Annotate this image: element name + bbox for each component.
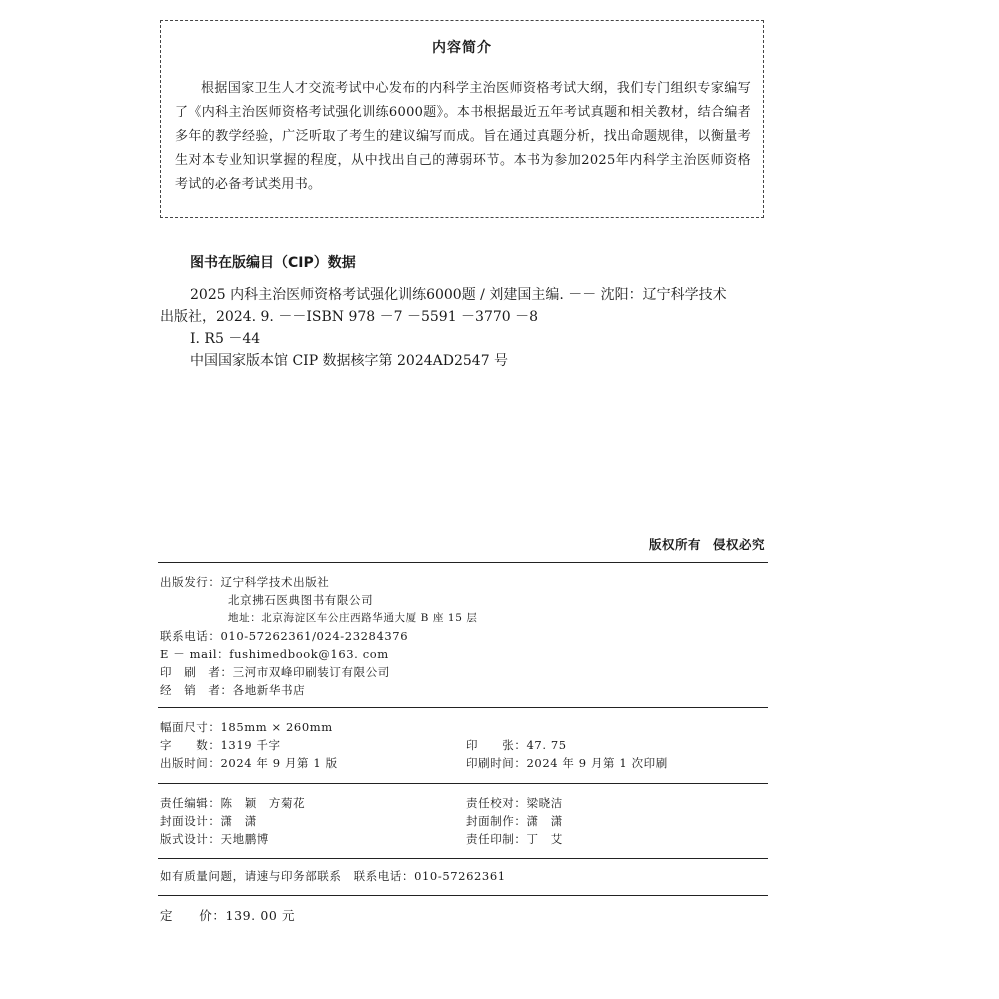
cip-block	[160, 284, 780, 372]
distributor-label: 经 销 者：	[160, 683, 233, 697]
divider-2	[158, 707, 768, 708]
price-value: 139. 00 元	[225, 908, 296, 923]
layout-label: 版式设计：	[160, 832, 221, 846]
publisher-name-1: 辽宁科学技术出版社	[220, 575, 330, 589]
phone-label: 联系电话：	[160, 629, 221, 643]
email-label: E － mail：	[160, 647, 230, 661]
staff-info	[160, 794, 563, 848]
proof-value: 梁晓洁	[526, 796, 563, 810]
printer-value: 三河市双峰印刷装订有限公司	[232, 665, 390, 679]
publisher-label: 出版发行：	[160, 575, 221, 589]
publisher-address: 地址：北京海淀区车公庄西路华通大厦 B 座 15 层	[228, 612, 478, 624]
divider-4	[158, 858, 768, 859]
divider-5	[158, 895, 768, 896]
cover-make-label: 封面制作：	[466, 814, 527, 828]
distributor-value: 各地新华书店	[232, 683, 306, 697]
summary-title: 内容简介	[432, 40, 492, 56]
copyright-left: 版权所有	[649, 537, 702, 552]
proof-label: 责任校对：	[466, 796, 527, 810]
words-label: 字 数：	[160, 738, 221, 752]
email-value: fushimedbook@163. com	[229, 647, 389, 661]
size-value: 185mm × 260mm	[220, 720, 333, 734]
cip-line-1: 2025 内科主治医师资格考试强化训练6000题 / 刘建国主编. －－ 沈阳：辽宁科学技术	[190, 287, 727, 303]
cover-make-value: 潇 潇	[526, 814, 563, 828]
cover-design-value: 潇 潇	[220, 814, 257, 828]
quality-notice: 如有质量问题，请速与印务部联系 联系电话：010-57262361	[160, 869, 506, 883]
copyright-notice	[649, 535, 765, 553]
cip-line-2: 出版社，2024. 9. －－ISBN 978 －7 －5591 －3770 －8	[160, 309, 539, 325]
price	[160, 906, 295, 924]
sheets-label: 印 张：	[466, 738, 527, 752]
cip-line-4: 中国国家版本馆 CIP 数据核字第 2024AD2547 号	[190, 353, 509, 369]
editor-label: 责任编辑：	[160, 796, 221, 810]
price-label: 定 价：	[160, 908, 226, 923]
divider-3	[158, 783, 768, 784]
print-date-label: 印刷时间：	[466, 756, 527, 770]
phone-value: 010-57262361/024-23284376	[220, 629, 409, 643]
summary-box	[160, 20, 764, 218]
cover-design-label: 封面设计：	[160, 814, 221, 828]
print-resp-value: 丁 艾	[526, 832, 563, 846]
publisher-name-2: 北京拂石医典图书有限公司	[228, 593, 374, 607]
size-label: 幅面尺寸：	[160, 720, 221, 734]
print-date-value: 2024 年 9 月第 1 次印刷	[526, 756, 668, 770]
publisher-info	[160, 573, 478, 699]
printer-label: 印 刷 者：	[160, 665, 233, 679]
print-resp-label: 责任印制：	[466, 832, 527, 846]
editor-value: 陈 颖 方菊花	[220, 796, 306, 810]
pub-date-label: 出版时间：	[160, 756, 221, 770]
divider-1	[158, 562, 768, 563]
cip-title: 图书在版编目（CIP）数据	[190, 255, 356, 271]
words-value: 1319 千字	[220, 738, 281, 752]
specs-info	[160, 718, 668, 772]
layout-value: 天地鹏博	[220, 832, 269, 846]
summary-body: 根据国家卫生人才交流考试中心发布的内科学主治医师资格考试大纲，我们专门组织专家编写了《内科主治医师资格考试强化训练6000题》。本书根据最近五年考试真题和相关教材，结合编者多年的教学经验，广泛听取了考生的建议编写而成。旨在通过真题分析，找出命题规律，以衡量考生对本专业知识掌握的程度，从中找出自己的薄弱环节。本书为参加2025年内科学主治医师资格考试的必备考试类用书。	[175, 81, 751, 192]
pub-date-value: 2024 年 9 月第 1 版	[220, 756, 338, 770]
copyright-right: 侵权必究	[713, 537, 766, 552]
sheets-value: 47. 75	[526, 738, 567, 752]
cip-line-3: Ⅰ. R5 －44	[190, 331, 261, 347]
